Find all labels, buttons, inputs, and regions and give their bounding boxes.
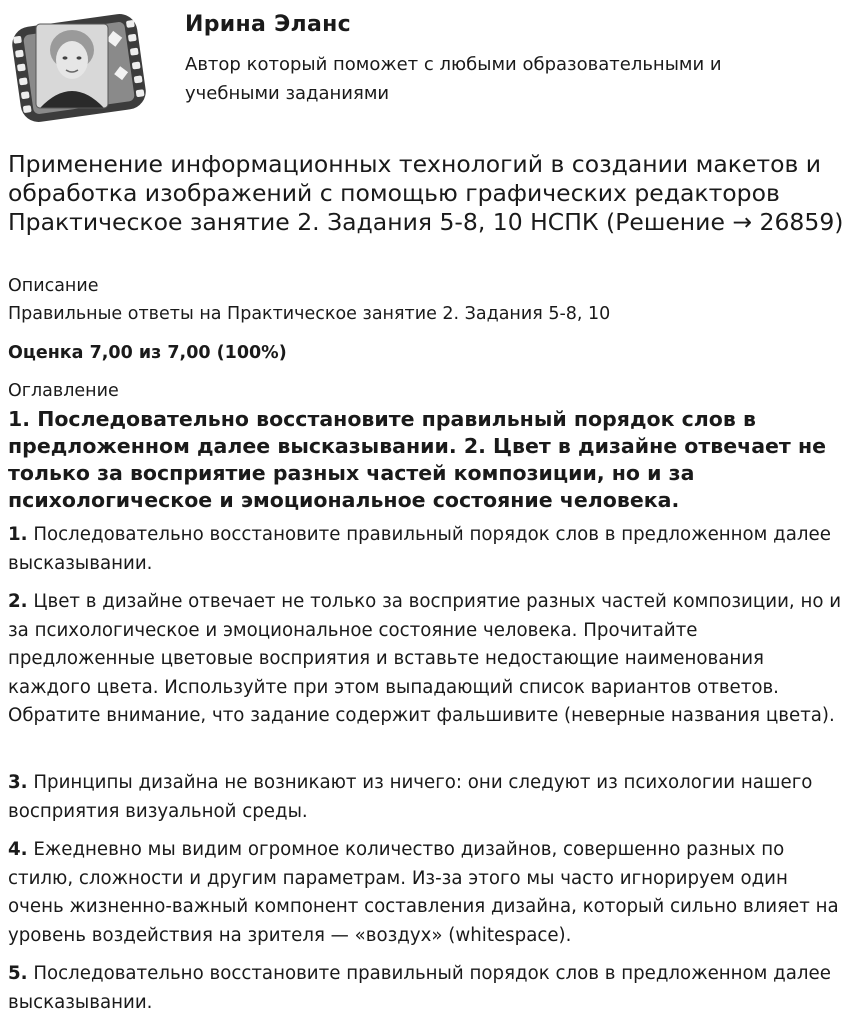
item-text: Последовательно восстановите правильный порядок слов в предложенном далее высказывании.: [8, 963, 831, 1013]
list-item: [8, 960, 844, 1017]
item-number: 3.: [8, 772, 28, 793]
film-strip-avatar-image: [6, 6, 152, 130]
item-text: Ежедневно мы видим огромное количество дизайнов, совершенно разных по стилю, сложности и другим параметрам. Из-за этого мы часто игнорируем один очень жизненно-важный компонент составления дизайна, который сильно влияет на уровень воздействия на зрителя — «воздух» (whitespace).: [8, 839, 839, 946]
description-label: Описание: [8, 276, 99, 296]
item-text: Последовательно восстановите правильный порядок слов в предложенном далее высказывании.: [8, 524, 831, 574]
list-item: [8, 588, 844, 731]
toc-heading: 1. Последовательно восстановите правильный порядок слов в предложенном далее высказывании. 2. Цвет в дизайне отвечает не только за восприятие разных частей композиции, но и за психологическое и эмоциональное состояние человека.: [8, 407, 827, 512]
author-bio: Автор который поможет с любыми образовательными и учебными заданиями: [185, 54, 722, 104]
list-item: [8, 836, 844, 950]
item-text: Цвет в дизайне отвечает не только за восприятие разных частей композиции, но и за психологическое и эмоциональное состояние человека. Прочитайте предложенные цветовые восприятия и вставьте недостающие наименования каждого цвета. Используйте при этом выпадающий список вариантов ответов. Обратите внимание, что задание содержит фальшивите (неверные названия цвета).: [8, 591, 842, 726]
author-name: Ирина Эланс: [185, 12, 351, 37]
toc-label: Оглавление: [8, 381, 119, 401]
item-number: 1.: [8, 524, 28, 545]
score-text: Оценка 7,00 из 7,00 (100%): [8, 343, 287, 363]
item-number: 4.: [8, 839, 28, 860]
item-number: 5.: [8, 963, 28, 984]
author-avatar: [6, 6, 152, 130]
item-number: 2.: [8, 591, 28, 612]
list-item: [8, 769, 844, 826]
item-text: Принципы дизайна не возникают из ничего: они следуют из психологии нашего восприятия визуальной среды.: [8, 772, 813, 822]
page-title: Применение информационных технологий в создании макетов и обработка изображений с помощью графических редакторов Практическое занятие 2. Задания 5-8, 10 НСПК (Решение → 26859): [8, 150, 844, 236]
description-text: Правильные ответы на Практическое занятие 2. Задания 5-8, 10: [8, 304, 611, 324]
list-item: [8, 521, 844, 578]
